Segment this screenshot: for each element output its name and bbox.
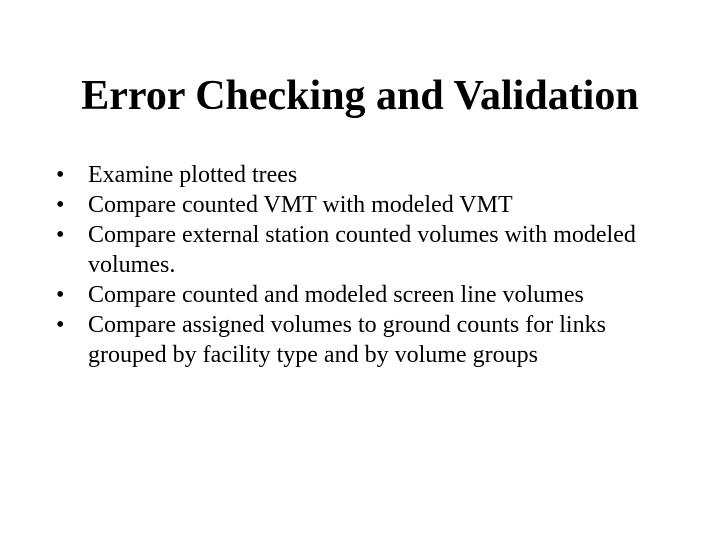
- bullet-item: [56, 190, 676, 220]
- bullet-text: Compare counted and modeled screen line volumes: [88, 282, 584, 308]
- bullet-point-icon: •: [56, 222, 65, 248]
- bullet-text: Compare assigned volumes to ground counts for links grouped by facility type and by volume groups: [88, 312, 606, 368]
- bullet-item: [56, 310, 676, 370]
- bullet-item: [56, 160, 676, 190]
- bullet-text: Compare counted VMT with modeled VMT: [88, 192, 513, 218]
- bullet-item: [56, 280, 676, 310]
- bullet-item: [56, 220, 676, 280]
- bullet-point-icon: •: [56, 192, 65, 218]
- bullet-text: Compare external station counted volumes with modeled volumes.: [88, 222, 636, 278]
- bullet-point-icon: •: [56, 282, 65, 308]
- bullet-point-icon: •: [56, 312, 65, 338]
- bullet-list: [56, 160, 676, 370]
- bullet-point-icon: •: [56, 162, 65, 188]
- slide-title: Error Checking and Validation: [81, 73, 639, 119]
- bullet-text: Examine plotted trees: [88, 162, 298, 188]
